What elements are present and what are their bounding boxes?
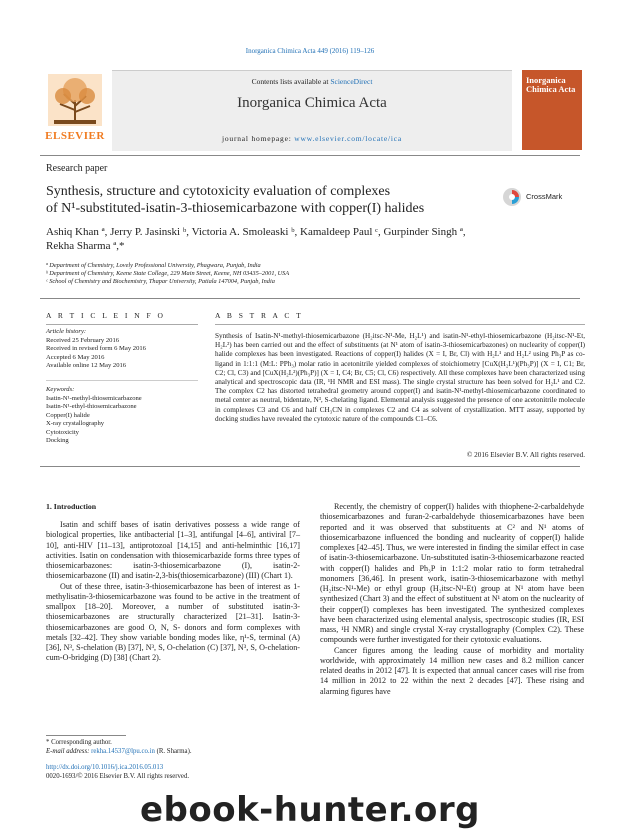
keyword-item: Cytotoxicity xyxy=(46,428,79,436)
issn-line: 0020-1693/© 2016 Elsevier B.V. All rights reserved. xyxy=(46,773,190,780)
elsevier-wordmark: ELSEVIER xyxy=(45,130,105,142)
doi-link[interactable]: http://dx.doi.org/10.1016/j.ica.2016.05.013 xyxy=(46,764,164,771)
affiliation-b: ᵇ Department of Chemistry, Keene State College, 229 Main Street, Keene, NH 03435–2001, USA xyxy=(46,270,290,277)
keywords-list xyxy=(46,386,206,446)
abstract-copyright: © 2016 Elsevier B.V. All rights reserved. xyxy=(466,451,585,459)
title-line-2: of N¹-substituted-isatin-3-thiosemicarbazone with copper(I) halides xyxy=(46,201,425,216)
keyword-item: Isatin-N¹-ethyl-thiosemicarbazone xyxy=(46,403,137,410)
email-link[interactable]: rekha.14537@lpu.co.in xyxy=(91,748,155,755)
author-list xyxy=(46,225,546,253)
paragraph: Recently, the chemistry of copper(I) halides with thiophene-2-carbaldehyde thiosemicarbazones and furan-2-carbaldehyde thiosemicarbazones have been reported and it was observed that substituents at C² and N¹ atoms of thiosemicarbazone influenced the bonding and nuclearity of copper(I) halide complexes [42–45]. Thus, we were interested in finding the similar effect in case of isatin-3-thiosemicarbazone. Un-substituted isatin-3-thiosemicarbazone reacted with copper(I) halides and Ph₃P in 1:1:2 molar ratio to form tetrahedral monomers [36,46]. In present work, isatin-3-thiosemicarbazone with methyl (H₂itsc-N¹-Me) or ethyl group (H₂itsc-N¹-Et) group at N¹ atom have been synthesized (Chart 3) and the effect of substituent at N¹ atom on the nuclearity of their copper(I) complexes has been investigated. The synthesized complexes have been characterized using elemental analysis, spectroscopic studies (IR, ESI mass, ¹H NMR) and single crystal X-ray crystallography (Complex C2). These compounds were further investigated for their cytotoxic evaluations. xyxy=(320,502,584,645)
paragraph: Out of these three, isatin-3-thiosemicarbazone has been of interest as 1-methylisatin-3-thiosemicarbazone was found to be active in the treatment of smallpox [18–20]. Moreover, a number of substituted isatin-3-thiosemicarbazones are structurally characterized [21–31]. Isatin-3-thiosemicarbazones are good O, N, S- donors and form complexes with metals [32–42]. They show variable bonding modes like, η¹-S, terminal (A) [36], N³, S-chelation (B) [37], N³, S, O-chelation (C) [37], N³, S, O-chelation-cum-O-bridging (D) [38] (Chart 2). xyxy=(46,581,300,663)
article-info-rule xyxy=(46,324,198,325)
history-accepted: Accepted 6 May 2016 xyxy=(46,353,105,361)
abstract-text: Synthesis of Isatin-N¹-methyl-thiosemicarbazone (H₂itsc-N¹-Me, H₂L¹) and isatin-N¹-ethyl-thiosemicarbazone (H₂itsc-N¹-Et, H₂L²) has been carried out and the effect of substituents (at N¹ atom of isatin-3-thiosemicarbazones) on nuclearity of copper(I) halide complexes has been investigated. Reactions of copper(I) halides (X = I, Br, Cl) with H₂L¹ and H₂L² using Ph₃P as co-ligand in 1:1:1 (M:L: PPh₃) molar ratio in acetonitrile yielded complexes of stoichiometry [CuX(H₂L¹)(Ph₃P)] (X = I, C1; Br, C2; Cl, C3) and [CuX(H₂L²)(Ph₃P)] (X = I, C4; Br, C5; Cl, C6) respectively. All these complexes have been characterized using analytical and spectroscopic data (IR, ¹H NMR and ESI mass). The single crystal structure has been solved for H₂L¹ and C2. The complex C2 has distorted tetrahedral geometry around copper(I) and isatin-N¹-methyl-thiosemicarbazone coordinated to metal center as neutral, bidentate, N³, S-chelating ligand. Elemental analysis suggested the presence of one acetonitrile molecule in complexes C3 and C6 and half CH₃CN in complexes C2 and C4 as solvent of crystallization. MTT assay, supported by docking studies have revealed the cytotoxic nature of the compounds C1–C6. xyxy=(215,332,585,423)
abstract-rule xyxy=(215,324,585,325)
journal-cover-image xyxy=(522,70,582,150)
affiliation-divider xyxy=(40,298,580,299)
contents-prefix: Contents lists available at xyxy=(251,77,331,86)
title-line-1: Synthesis, structure and cytotoxicity evaluation of complexes xyxy=(46,184,391,199)
abstract-heading: A B S T R A C T xyxy=(215,311,304,320)
affiliation-c: ᶜ School of Chemistry and Biochemistry, Thapar University, Patiala 147004, Punjab, India xyxy=(46,278,275,285)
elsevier-tree-icon xyxy=(48,74,102,126)
paragraph: Cancer figures among the leading cause of morbidity and mortality worldwide, with approximately 14 million new cases and 8.2 million cancer related deaths in 2012 [47]. It is expected that annual cancer cases will rise from 14 million in 2012 to 22 within the next 2 decades [47]. These rising and alarming figures have xyxy=(320,645,584,696)
crossmark-badge[interactable] xyxy=(502,187,582,207)
homepage-link[interactable]: www.elsevier.com/locate/ica xyxy=(294,134,403,143)
article-type: Research paper xyxy=(46,163,108,174)
footnote-rule xyxy=(46,735,126,736)
body-column-right xyxy=(320,502,584,697)
authors-line-2: Rekha Sharma ª,* xyxy=(46,240,125,252)
article-info-heading: A R T I C L E I N F O xyxy=(46,311,166,320)
keyword-item: Docking xyxy=(46,437,69,444)
abstract-divider xyxy=(40,466,580,467)
article-history xyxy=(46,328,206,371)
body-column-left xyxy=(46,520,300,664)
crossmark-icon xyxy=(502,187,522,207)
sciencedirect-link[interactable]: ScienceDirect xyxy=(330,77,373,86)
email-label: E-mail address: xyxy=(46,748,92,755)
article-title xyxy=(46,183,486,217)
history-received: Received 25 February 2016 xyxy=(46,336,120,344)
cover-title-1: Inorganica xyxy=(526,75,566,85)
keyword-item: Isatin-N¹-methyl-thiosemicarbazone xyxy=(46,394,142,402)
section-heading-introduction: 1. Introduction xyxy=(46,502,97,511)
paragraph: Isatin and schiff bases of isatin derivatives possess a wide range of biological properties, like antibacterial [1–3], antifungal [4–6], antiviral [7–10], anti-HIV [11–13], antiprotozoal [14,15] and anti-helminthic [16,17] activities. Isatin on condensation with thiosemicarbazide forms three types of thiosemicarbazones: isatin-3-thiosemicarbazone (I), isatin-2-thiosemicarbazone (II) and isatin-2,3-bis(thiosemicarbazone) (III) (Chart 1). xyxy=(46,520,300,581)
keywords-label: Keywords: xyxy=(46,386,75,393)
keyword-item: Copper(I) halide xyxy=(46,411,90,419)
footnote-corresponding: * Corresponding author. xyxy=(46,739,112,746)
keywords-rule xyxy=(46,380,198,381)
homepage-prefix: journal homepage: xyxy=(221,134,295,143)
affiliation-a: ª Department of Chemistry, Lovely Professional University, Phagwara, Punjab, India xyxy=(46,262,261,269)
journal-homepage xyxy=(112,134,512,143)
keyword-item: X-ray crystallography xyxy=(46,420,105,427)
contents-line xyxy=(112,77,512,86)
email-suffix: (R. Sharma). xyxy=(154,748,192,755)
history-label: Article history: xyxy=(46,328,87,335)
history-revised: Received in revised form 6 May 2016 xyxy=(46,345,146,352)
history-online: Available online 12 May 2016 xyxy=(46,362,127,369)
crossmark-label: CrossMark xyxy=(526,192,563,201)
journal-citation-link[interactable]: Inorganica Chimica Acta 449 (2016) 119–126 xyxy=(245,47,375,55)
watermark: ebook-hunter.org xyxy=(139,790,481,830)
footnote-email xyxy=(46,748,192,757)
elsevier-logo xyxy=(40,70,110,148)
authors-line-1: Ashiq Khan ª, Jerry P. Jasinski ᵇ, Victoria A. Smoleaski ᵇ, Kamaldeep Paul ᶜ, Gurpinder Singh ª, xyxy=(46,226,466,238)
header-divider xyxy=(40,155,580,156)
journal-title: Inorganica Chimica Acta xyxy=(237,95,387,111)
cover-title-2: Chimica Acta xyxy=(526,84,576,94)
